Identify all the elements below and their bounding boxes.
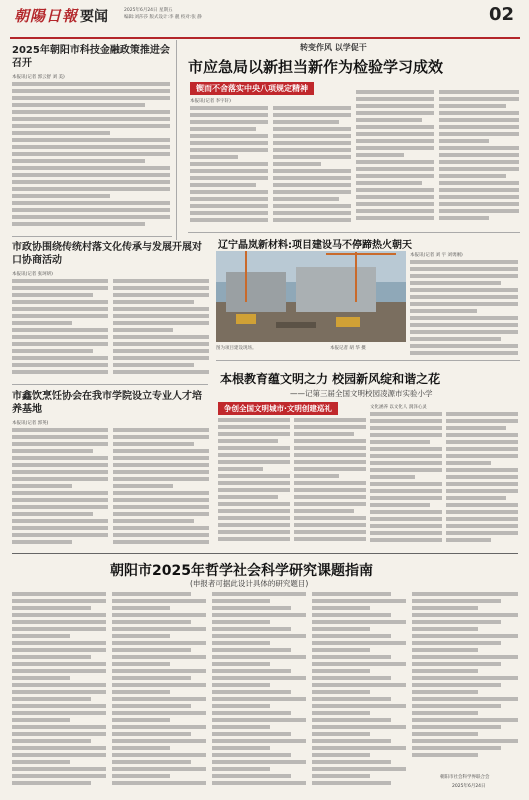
guide-col3 — [212, 592, 306, 792]
divider — [216, 360, 520, 361]
article2-body-col1 — [12, 279, 108, 379]
article3-headline: 市鑫饮烹饪协会在我市学院设立专业人才培养基地 — [12, 391, 202, 415]
article6-lead: 文化涵养 以文化人 润泽心灵 — [370, 405, 427, 410]
article5-headline: 辽宁晶岚新材料:项目建设马不停蹄热火朝天 — [216, 236, 414, 251]
article4-body-col3 — [356, 90, 434, 226]
guide-subtitle: (申报者可据此设计具体的研究题目) — [190, 579, 309, 588]
masthead — [10, 3, 520, 37]
article5-body — [410, 260, 518, 360]
article3-body-col1 — [12, 428, 108, 548]
construction-site-image — [216, 242, 406, 342]
column-rule — [176, 40, 177, 240]
article6-body-col4 — [446, 412, 518, 548]
article4-body-col4 — [439, 90, 519, 226]
article6-red-subhead: 争创全国文明城市·文明创建巡礼 — [218, 402, 338, 415]
article3-lead: 本报讯(记者 郭英) — [12, 421, 49, 426]
construction-photo — [216, 242, 406, 342]
newspaper-logo: 朝陽日報 — [14, 7, 79, 25]
section-divider — [12, 553, 518, 554]
article2-body-col2 — [113, 279, 209, 379]
article2-lead: 本报讯(记者 张珂妍) — [12, 272, 53, 277]
guide-col2 — [112, 592, 206, 792]
masthead-date: 2025年6月24日 星期五 — [124, 8, 173, 13]
guide-col4 — [312, 592, 406, 792]
masthead-info — [124, 7, 202, 21]
article4-lead: 本报讯(记者 李宇轩) — [190, 99, 231, 104]
guide-title: 朝阳市2025年哲学社会科学研究课题指南 — [110, 563, 373, 579]
article2-headline: 市政协围绕传统村落文化传承与发展开展对口协商活动 — [12, 242, 202, 266]
guide-date: 2025年6月24日 — [452, 784, 486, 789]
article5-byline: 本报讯(记者 刘 宇 刘勇刚) — [410, 253, 463, 258]
article4-kicker: 转变作风 以学促干 — [300, 43, 367, 52]
article3-body-col2 — [113, 428, 209, 548]
article6-body-col2 — [294, 418, 366, 548]
section-label: 要闻 — [80, 9, 108, 25]
divider — [188, 232, 520, 233]
article1-body — [12, 82, 170, 232]
masthead-editors: 编辑:刘莎莎 版式设计:李 靓 校对:张 静 — [124, 15, 202, 20]
article1-headline: 2025年朝阳市科技金融政策推进会召开 — [12, 45, 170, 69]
article6-subheadline: ——记第三届全国文明校园凌源市实验小学 — [290, 389, 433, 398]
photo-caption: 图为项目建设现场。 — [216, 346, 257, 351]
article4-body-col1 — [190, 106, 268, 226]
article4-body-col2 — [273, 106, 351, 226]
article6-headline: 本根教育蕴文明之力 校园新风绽和谐之花 — [220, 372, 441, 386]
divider — [12, 236, 172, 237]
masthead-rule — [10, 37, 520, 39]
guide-footer: 朝阳市社会科学界联合会 — [440, 775, 490, 780]
article4-headline: 市应急局以新担当新作为检验学习成效 — [188, 58, 444, 76]
guide-col1 — [12, 592, 106, 792]
article6-body-col1 — [218, 418, 290, 548]
guide-col5 — [412, 592, 518, 770]
page-number: 02 — [488, 4, 514, 25]
photo-credit: 本报记者 胡 华 摄 — [330, 346, 366, 351]
article6-body-col3 — [370, 412, 442, 548]
divider — [12, 384, 208, 385]
article1-lead: 本报讯(记者 郭云舒 刘 美) — [12, 75, 65, 80]
article4-red-subhead: 锲而不舍落实中央八项规定精神 — [190, 82, 314, 95]
